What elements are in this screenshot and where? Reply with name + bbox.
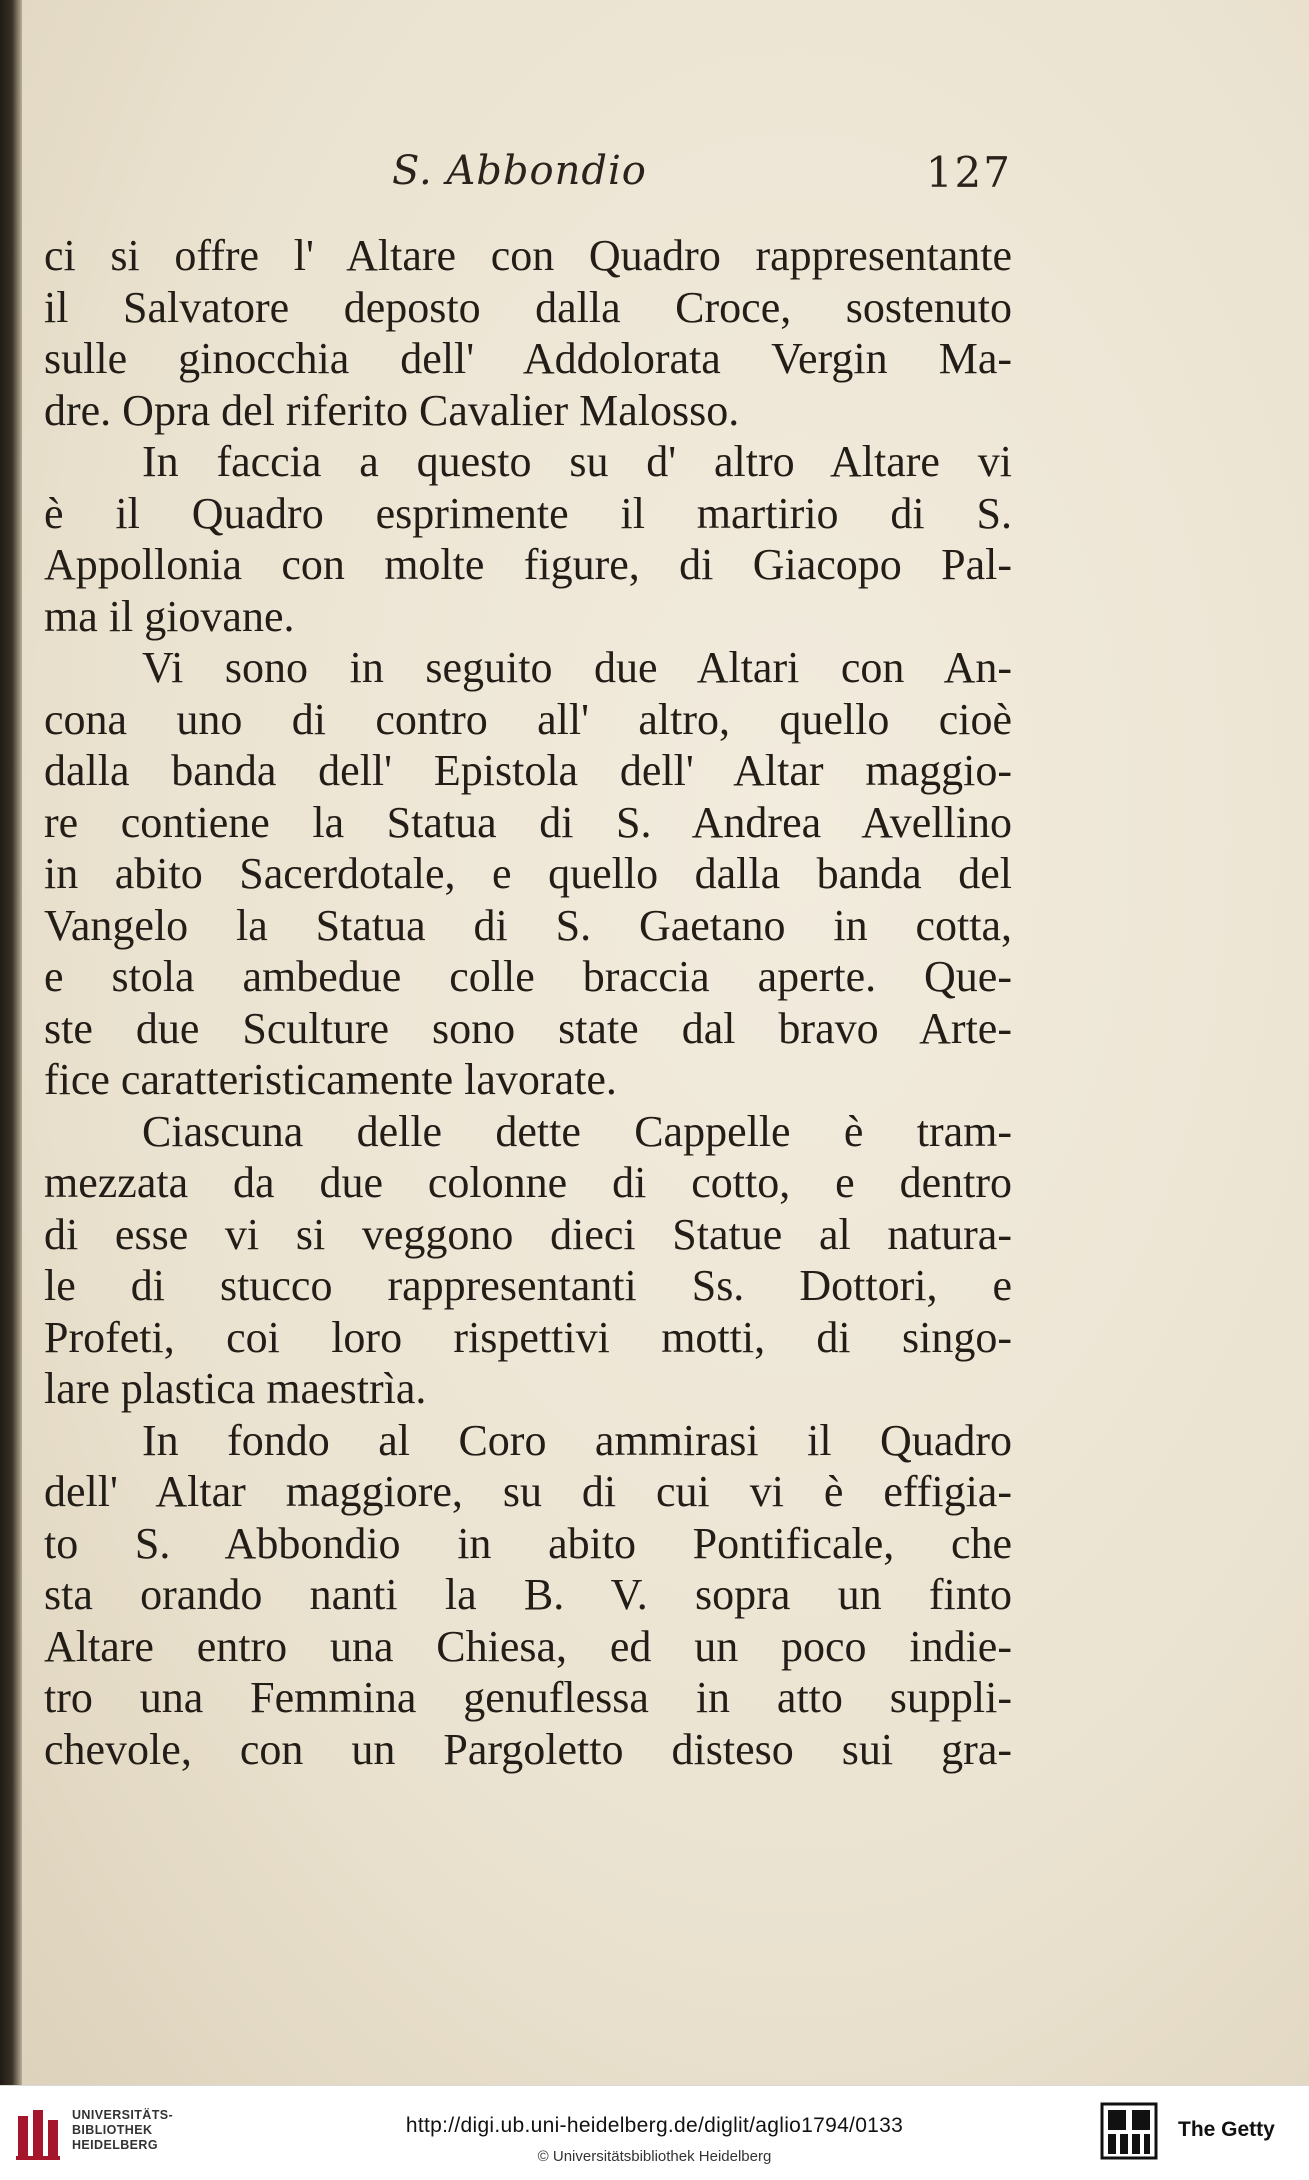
text-line: dre. Opra del riferito Cavalier Malosso.	[44, 385, 740, 435]
library-name-line: BIBLIOTHEK	[72, 2123, 153, 2137]
text-line: è il Quadro esprimente il martirio di S.	[44, 488, 1012, 538]
text-line: ma il giovane.	[44, 591, 295, 641]
body-text	[44, 230, 1012, 1775]
text-line: fice caratteristicamente lavorate.	[44, 1055, 617, 1104]
text-line: ci si offre l' Altare con Quadro rappresentante	[44, 231, 1012, 280]
text-line: In faccia a questo su d' altro Altare vi	[142, 437, 1012, 486]
library-name-line: HEIDELBERG	[72, 2138, 158, 2152]
text-line: il Salvatore deposto dalla Croce, sostenuto	[44, 282, 1012, 332]
text-line: dalla banda dell' Epistola dell' Altar maggio-	[44, 746, 1012, 795]
permalink-url[interactable]: http://digi.ub.uni-heidelberg.de/diglit/aglio1794/0133	[405, 2114, 904, 2137]
text-line: dell' Altar maggiore, su di cui vi è effigia-	[44, 1467, 1012, 1516]
library-name-line: UNIVERSITÄTS-	[72, 2108, 174, 2122]
text-line: Profeti, coi loro rispettivi motti, di singo-	[44, 1312, 1012, 1362]
running-head: S. Abbondio	[392, 148, 647, 194]
text-line: sulle ginocchia dell' Addolorata Vergin Ma-	[44, 334, 1012, 383]
text-line: to S. Abbondio in abito Pontificale, che	[44, 1518, 1012, 1568]
text-line: chevole, con un Pargoletto disteso sui gra-	[44, 1724, 1012, 1774]
copyright-notice: © Universitätsbibliothek Heidelberg	[537, 2148, 772, 2165]
text-line: Appollonia con molte figure, di Giacopo Pal-	[44, 540, 1012, 589]
text-line: Vangelo la Statua di S. Gaetano in cotta,	[44, 900, 1012, 950]
text-line: ste due Sculture sono state dal bravo Arte-	[44, 1003, 1012, 1053]
text-line: In fondo al Coro ammirasi il Quadro	[142, 1415, 1012, 1465]
getty-logo-icon	[1100, 2102, 1158, 2164]
text-line: e stola ambedue colle braccia aperte. Que-	[44, 952, 1012, 1001]
text-line: tro una Femmina genuflessa in atto suppli-	[44, 1673, 1012, 1722]
text-line: le di stucco rappresentanti Ss. Dottori, e	[44, 1261, 1012, 1310]
text-line: re contiene la Statua di S. Andrea Avellino	[44, 797, 1012, 847]
text-line: cona uno di contro all' altro, quello cioè	[44, 694, 1012, 744]
text-line: Vi sono in seguito due Altari con An-	[142, 643, 1012, 692]
page-header	[392, 148, 1012, 208]
text-line: mezzata da due colonne di cotto, e dentro	[44, 1158, 1012, 1207]
partner-name: The Getty	[1178, 2118, 1275, 2141]
text-line: in abito Sacerdotale, e quello dalla banda del	[44, 849, 1012, 898]
page-leaf	[22, 0, 1309, 2085]
text-line: lare plastica maestrìa.	[44, 1364, 427, 1413]
text-line: Altare entro una Chiesa, ed un poco indie-	[44, 1621, 1012, 1671]
viewer-footer	[0, 2085, 1309, 2180]
text-line: di esse vi si veggono dieci Statue al natura-	[44, 1209, 1012, 1259]
text-line: Ciascuna delle dette Cappelle è tram-	[142, 1106, 1012, 1156]
book-binding-edge	[0, 0, 22, 2085]
text-line: sta orando nanti la B. V. sopra un finto	[44, 1570, 1012, 1619]
page-number: 127	[925, 148, 1012, 197]
